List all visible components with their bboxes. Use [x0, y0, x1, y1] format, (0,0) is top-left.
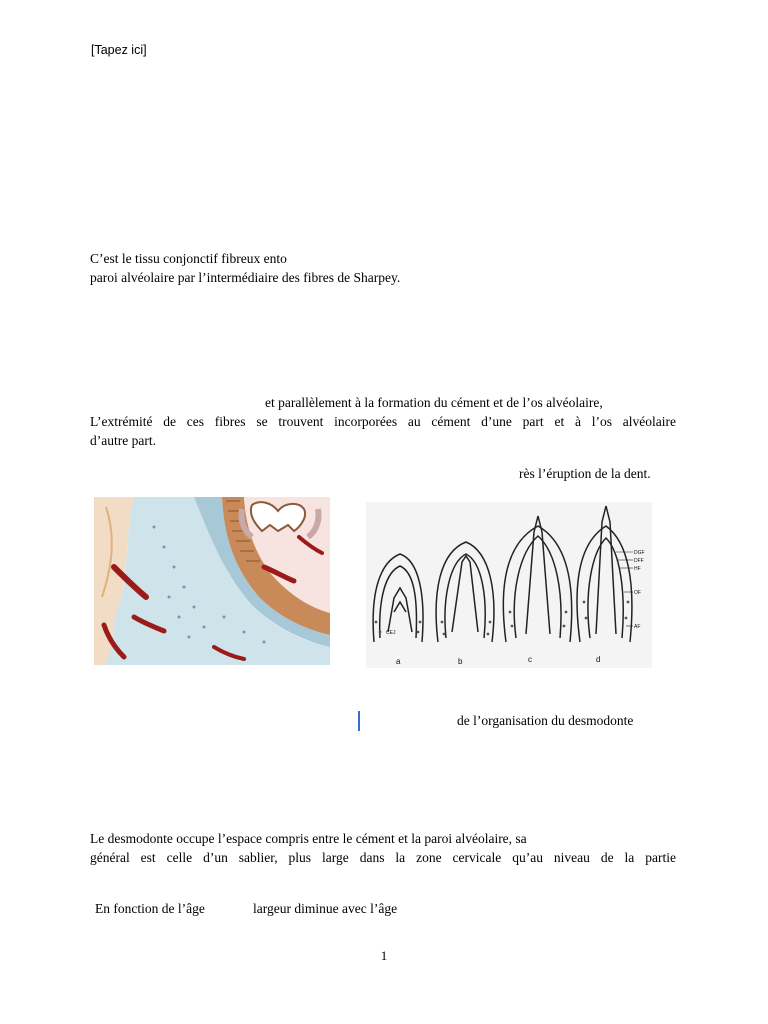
figure-caption: de l’organisation du desmodonte — [457, 713, 634, 728]
paragraph-3-line-1: rès l’éruption de la dent. — [519, 466, 651, 481]
paragraph-2-line-3: d’autre part. — [90, 433, 156, 448]
paragraph-4-line-1: Le desmodonte occupe l’espace compris entre le cément et la paroi alvéolaire, sa — [90, 831, 527, 846]
page-number: 1 — [380, 948, 388, 963]
histology-illustration — [94, 497, 330, 665]
page-header: [Tapez ici] — [91, 43, 147, 57]
annotation-of: OF — [634, 590, 641, 596]
paragraph-5-part-1: En fonction de l’âge — [95, 901, 205, 916]
paragraph-4-line-2: général est celle d’un sablier, plus large dans la zone cervicale qu’au niveau de la partie — [90, 850, 676, 865]
panel-label-b: b — [458, 657, 463, 666]
paragraph-1-line-1: C’est le tissu conjonctif fibreux ento — [90, 251, 287, 266]
tooth-development-figure — [366, 502, 652, 668]
paragraph-2-line-2: L’extrémité de ces fibres se trouvent incorporées au cément d’une part et à l’os alvéolaire — [90, 414, 676, 429]
annotation-dgf: DGF — [634, 550, 645, 556]
annotation-hf: HF — [634, 566, 641, 572]
annotation-cej: CEJ — [386, 630, 396, 636]
panel-label-a: a — [396, 657, 401, 666]
annotation-dff: DFF — [634, 558, 644, 564]
panel-label-d: d — [596, 655, 601, 664]
panel-label-c: c — [528, 655, 532, 664]
paragraph-2-line-1: et parallèlement à la formation du cément et de l’os alvéolaire, — [265, 395, 603, 410]
paragraph-1-line-2: paroi alvéolaire par l’intermédiaire des fibres de Sharpey. — [90, 270, 401, 285]
text-cursor — [358, 711, 360, 731]
annotation-af: AF — [634, 624, 641, 630]
paragraph-5-part-2: largeur diminue avec l’âge — [253, 901, 398, 916]
